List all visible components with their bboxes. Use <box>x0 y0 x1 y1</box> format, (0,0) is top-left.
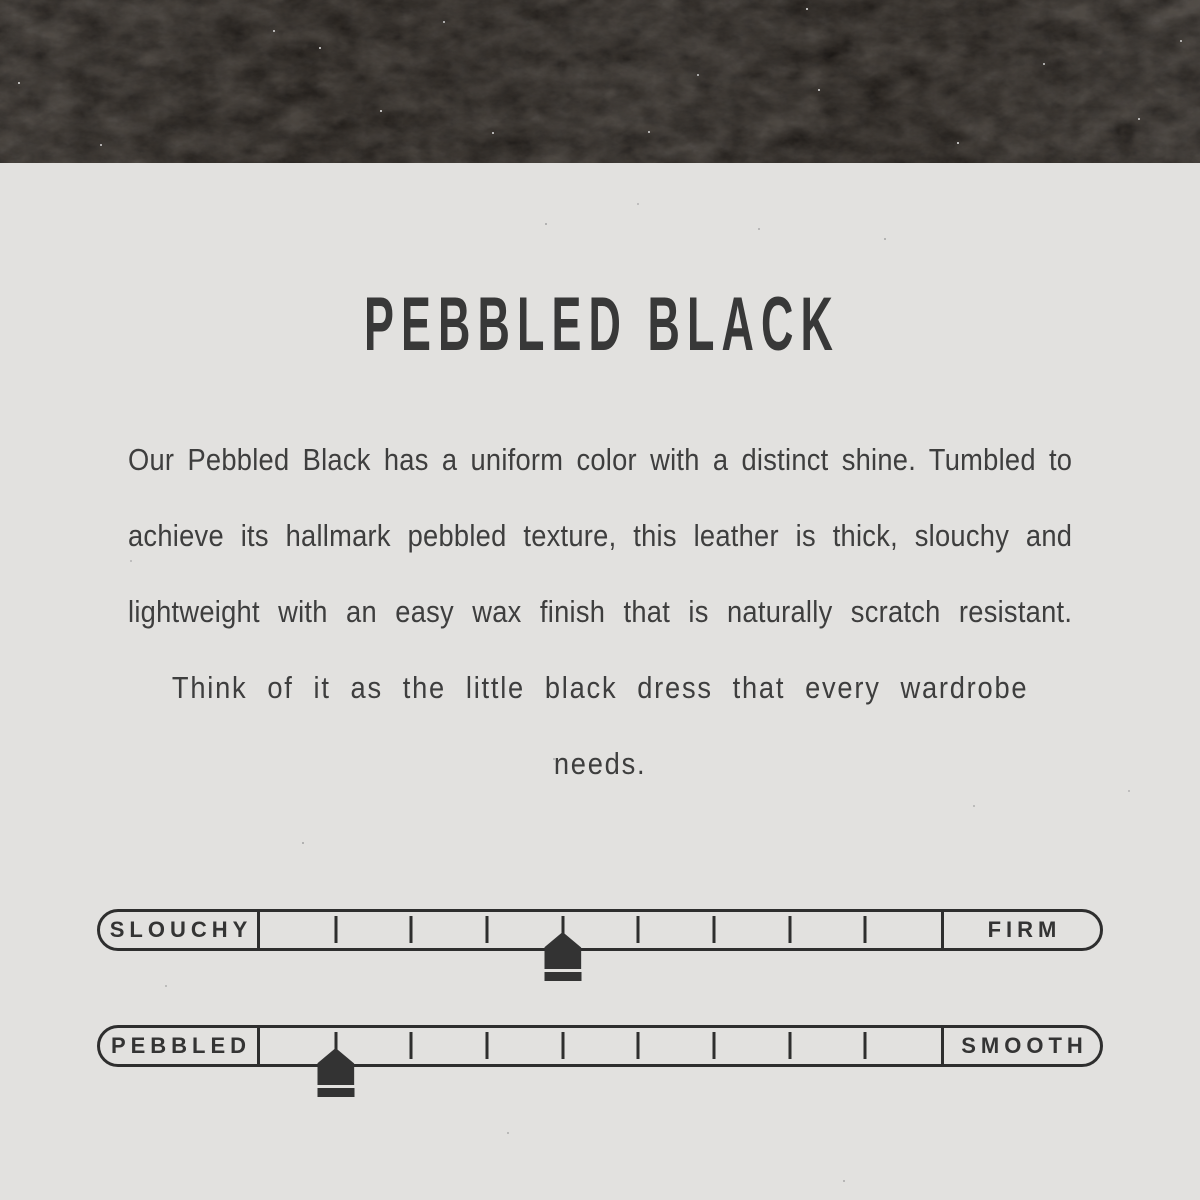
scale-track <box>260 1028 941 1064</box>
scale-tick <box>637 916 640 943</box>
marker-head <box>317 1048 354 1085</box>
scale-left-cap <box>100 912 260 948</box>
scale-tick <box>486 916 489 943</box>
description-line: Our Pebbled Black has a uniform color with a distinct shine. Tumbled to <box>128 442 1073 477</box>
scale-left-label: PEBBLED <box>110 1033 252 1058</box>
scale-left-label: SLOUCHY <box>109 917 253 942</box>
marker-bar <box>317 1088 354 1097</box>
scale-tick <box>713 916 716 943</box>
description-line: Think of it as the little black dress that every wardrobe needs. <box>171 670 1029 781</box>
scale-right-label: FIRM <box>987 917 1062 942</box>
scale-tick <box>788 1032 791 1059</box>
scale-tick <box>637 1032 640 1059</box>
description-line: lightweight with an easy wax finish that is naturally scratch resistant. <box>128 594 1073 629</box>
scale-tick <box>410 1032 413 1059</box>
scale-tick <box>864 916 867 943</box>
scale-tick <box>788 916 791 943</box>
scale-right-cap <box>941 1028 1100 1064</box>
page-title-text: PEBBLED BLACK <box>364 282 840 364</box>
scale-track <box>260 912 941 948</box>
marker-bar <box>544 972 581 981</box>
scale-tick <box>410 916 413 943</box>
pin-marker-icon <box>544 932 581 981</box>
scale-right-cap <box>941 912 1100 948</box>
marker-head <box>544 932 581 969</box>
scale-pebbled-smooth <box>97 1025 1103 1067</box>
scale-tick <box>713 1032 716 1059</box>
scale-right-label: SMOOTH <box>961 1033 1088 1058</box>
scale-tick <box>334 916 337 943</box>
scale-slouchy-firm <box>97 909 1103 951</box>
leather-sheen-highlight <box>0 0 1200 163</box>
scale-tick <box>486 1032 489 1059</box>
pin-marker-icon <box>317 1048 354 1097</box>
leather-texture-photo <box>0 0 1200 163</box>
scale-tick <box>864 1032 867 1059</box>
description-paragraph <box>128 422 1072 802</box>
page-title <box>0 274 1200 364</box>
scale-tick <box>561 1032 564 1059</box>
canvas-dust-specks <box>0 0 2 2</box>
description-line: achieve its hallmark pebbled texture, this leather is thick, slouchy and <box>128 518 1073 553</box>
scale-left-cap <box>100 1028 260 1064</box>
